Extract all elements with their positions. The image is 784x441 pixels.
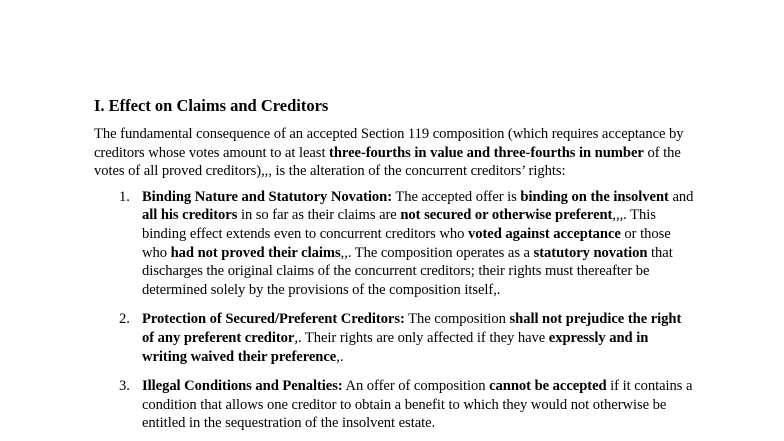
bold-text-run: Protection of Secured/Preferent Creditors:: [142, 311, 405, 328]
bold-text-run: expressly and in writing waived their preference: [142, 329, 649, 365]
list-item: [94, 377, 694, 433]
list-item-number: 2.: [119, 311, 130, 328]
list-item-number: 1.: [119, 188, 130, 205]
text-run: of the votes of all proved creditors),,, is the alteration of the concurrent creditors’ rights:: [94, 144, 681, 180]
text-run: ,.: [336, 348, 344, 365]
text-run: The fundamental consequence of an accepted Section 119 composition (which requires acceptance by creditors whose votes amount to at least: [94, 126, 684, 161]
list-item: [94, 188, 694, 300]
bold-text-run: had not proved their claims: [170, 244, 341, 261]
text-run: An offer of composition: [342, 378, 490, 395]
bold-text-run: not secured or otherwise preferent: [400, 207, 613, 224]
text-run: or those who: [142, 225, 671, 261]
list-item-number: 3.: [119, 378, 130, 395]
bold-text-run: Binding Nature and Statutory Novation:: [142, 188, 393, 205]
bold-text-run: shall not prejudice the right of any preferent creditor: [142, 311, 682, 346]
text-run: in so far as their claims are: [237, 207, 401, 224]
list-item: [94, 310, 694, 366]
bold-text-run: statutory novation: [533, 244, 648, 261]
numbered-list: [94, 188, 694, 433]
text-run: if it contains a condition that allows one creditor to obtain a benefit to which they would not otherwise be entitled in the sequestration of the insolvent estate.: [142, 378, 693, 432]
text-run: ,,. The composition operates as a: [340, 244, 534, 261]
bold-text-run: cannot be accepted: [489, 378, 607, 395]
text-run: and: [668, 188, 694, 205]
text-run: The composition: [404, 311, 510, 328]
bold-text-run: three-fourths in value and three-fourths in number: [329, 144, 644, 161]
text-run: The accepted offer is: [392, 188, 521, 205]
bold-text-run: binding on the insolvent: [520, 188, 669, 205]
bold-text-run: Illegal Conditions and Penalties:: [142, 378, 343, 395]
bold-text-run: all his creditors: [142, 207, 238, 224]
section-heading: I. Effect on Claims and Creditors: [94, 96, 329, 115]
bold-text-run: voted against acceptance: [468, 225, 621, 242]
text-run: that discharges the original claims of the concurrent creditors; their rights must thereafter be determined solely by the provisions of the composition itself,.: [142, 244, 673, 298]
document-page: [94, 96, 694, 441]
text-run: ,. Their rights are only affected if they have: [294, 329, 549, 346]
text-run: ,,,. This binding effect extends even to concurrent creditors who: [142, 207, 656, 242]
intro-paragraph: [94, 125, 694, 181]
